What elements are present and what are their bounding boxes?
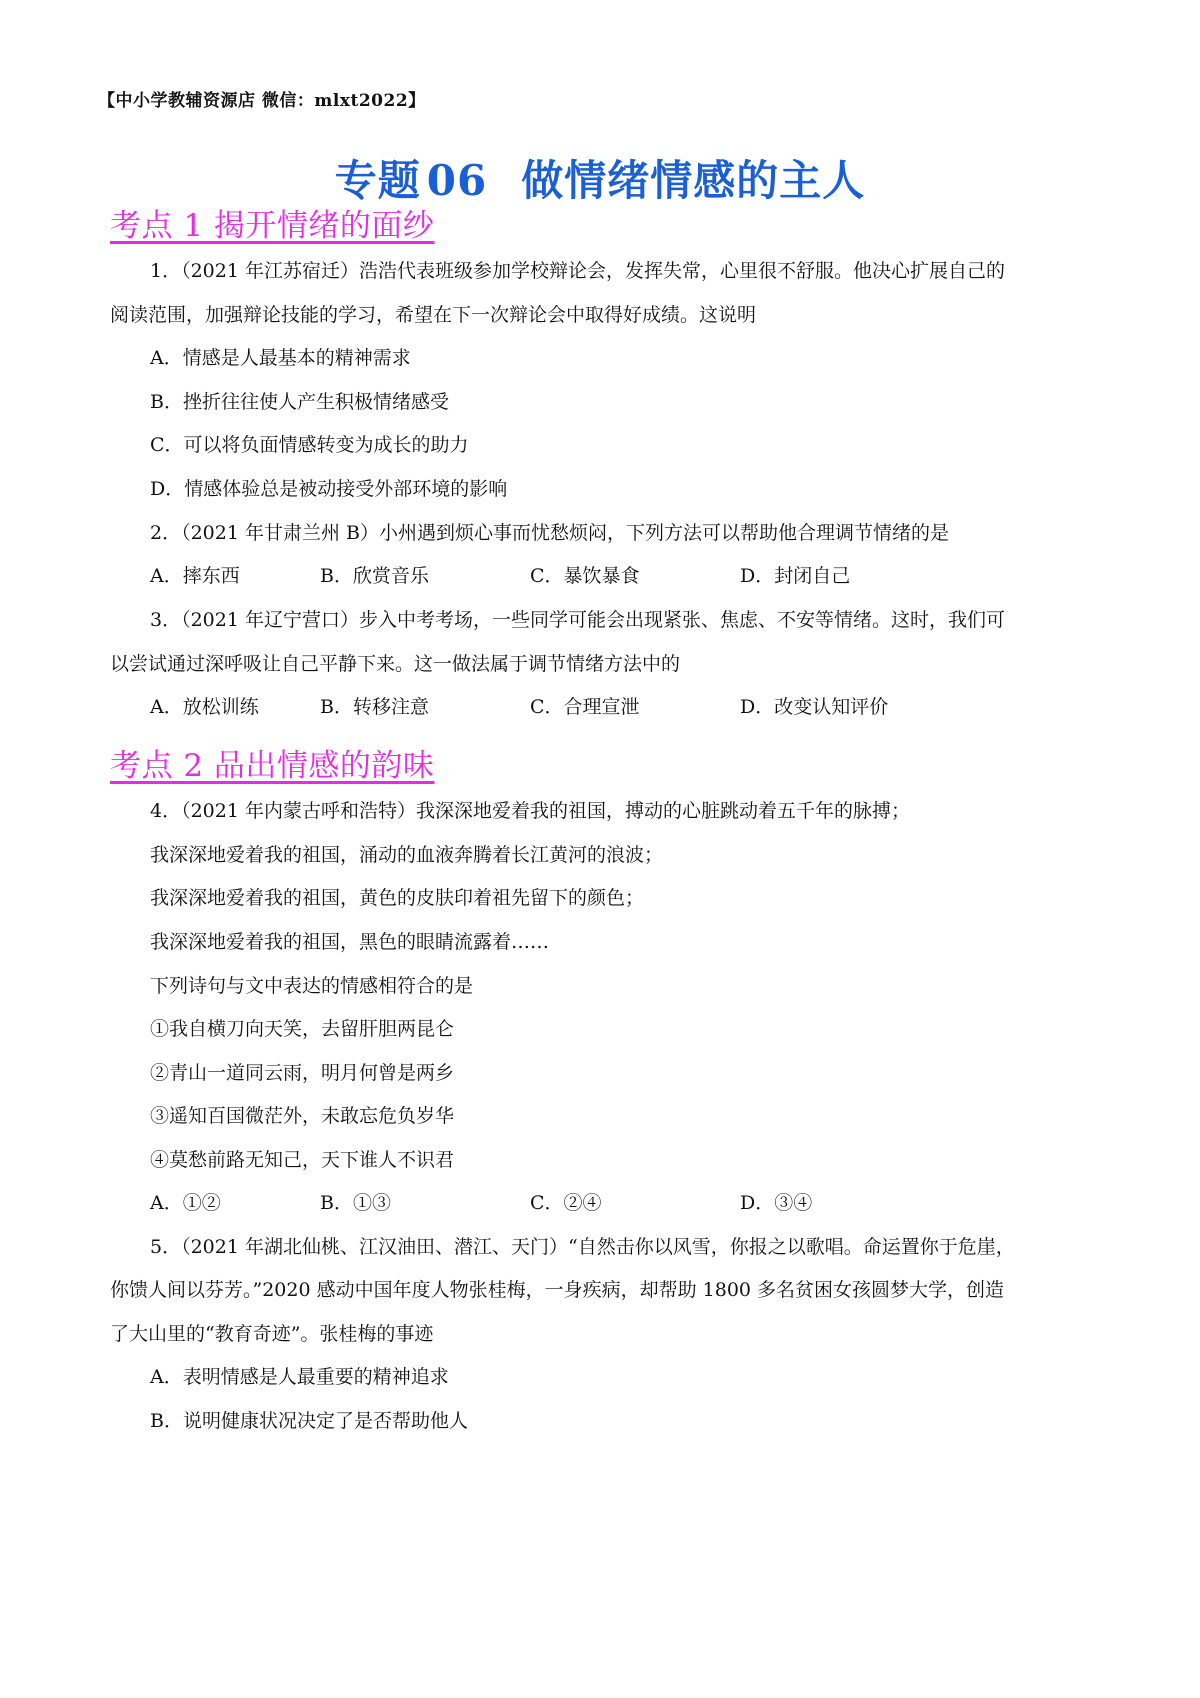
header-note: 【中小学教辅资源店 微信：mlxt2022】	[98, 91, 426, 111]
question-4-line-5: 下列诗句与文中表达的情感相符合的是	[150, 975, 474, 997]
question-4-option-a: A．①②	[150, 1192, 221, 1214]
question-4-item-3: ③遥知百国微茫外，未敢忘危负岁华	[150, 1105, 455, 1127]
question-3-line-1: 3．（2021 年辽宁营口）步入中考考场，一些同学可能会出现紧张、焦虑、不安等情绪。这时，我们可	[150, 609, 1005, 631]
title-number: 06	[426, 156, 488, 205]
question-3-option-d: D．改变认知评价	[740, 696, 889, 718]
question-1-option-c: C．可以将负面情感转变为成长的助力	[150, 434, 469, 456]
question-4-line-1: 4．（2021 年内蒙古呼和浩特）我深深地爱着我的祖国，搏动的心脏跳动着五千年的脉搏；	[150, 800, 910, 822]
question-4-item-2: ②青山一道同云雨，明月何曾是两乡	[150, 1062, 455, 1084]
question-1-line-1: 1．（2021 年江苏宿迁）浩浩代表班级参加学校辩论会，发挥失常，心里很不舒服。他决心扩展自己的	[150, 260, 1005, 282]
question-5-line-3: 了大山里的“教育奇迹”。张桂梅的事迹	[110, 1323, 434, 1345]
question-5-option-a: A．表明情感是人最重要的精神追求	[150, 1366, 449, 1388]
section-heading-1: 考点 1 揭开情绪的面纱	[110, 208, 435, 244]
question-3-option-b: B．转移注意	[320, 696, 429, 718]
question-2-option-a: A．摔东西	[150, 565, 240, 587]
title-text: 做情绪情感的主人	[521, 156, 866, 205]
title-prefix: 专题	[334, 156, 421, 205]
question-4-line-3: 我深深地爱着我的祖国，黄色的皮肤印着祖先留下的颜色；	[150, 887, 645, 909]
question-1-option-a: A．情感是人最基本的精神需求	[150, 347, 411, 369]
question-1-line-2: 阅读范围，加强辩论技能的学习，希望在下一次辩论会中取得好成绩。这说明	[110, 304, 757, 326]
question-3-option-a: A．放松训练	[150, 696, 259, 718]
question-4-option-c: C．②④	[530, 1192, 602, 1214]
question-4-item-4: ④莫愁前路无知己，天下谁人不识君	[150, 1149, 455, 1171]
question-2-line-1: 2．（2021 年甘肃兰州 B）小州遇到烦心事而忧愁烦闷，下列方法可以帮助他合理调节情绪的是	[150, 522, 949, 544]
question-5-line-1: 5．（2021 年湖北仙桃、江汉油田、潜江、天门）“自然击你以风雪，你报之以歌唱。命运置你于危崖，	[150, 1236, 1015, 1258]
question-5-option-b: B．说明健康状况决定了是否帮助他人	[150, 1410, 468, 1432]
question-2-option-b: B．欣赏音乐	[320, 565, 429, 587]
question-1-option-b: B．挫折往往使人产生积极情绪感受	[150, 391, 449, 413]
question-2-option-c: C．暴饮暴食	[530, 565, 640, 587]
question-1-option-d: D．情感体验总是被动接受外部环境的影响	[150, 478, 508, 500]
question-2-option-d: D．封闭自己	[740, 565, 851, 587]
question-4-option-b: B．①③	[320, 1192, 391, 1214]
question-4-line-4: 我深深地爱着我的祖国，黑色的眼睛流露着……	[150, 931, 550, 953]
page-title	[0, 148, 1200, 208]
question-4-line-2: 我深深地爱着我的祖国，涌动的血液奔腾着长江黄河的浪波；	[150, 844, 664, 866]
question-3-line-2: 以尝试通过深呼吸让自己平静下来。这一做法属于调节情绪方法中的	[110, 653, 681, 675]
section-heading-2: 考点 2 品出情感的韵味	[110, 748, 435, 784]
question-3-option-c: C．合理宣泄	[530, 696, 640, 718]
question-4-option-d: D．③④	[740, 1192, 813, 1214]
question-4-item-1: ①我自横刀向天笑，去留肝胆两昆仑	[150, 1018, 455, 1040]
question-5-line-2: 你馈人间以芬芳。”2020 感动中国年度人物张桂梅，一身疾病，却帮助 1800 多名贫困女孩圆梦大学，创造	[110, 1279, 1005, 1301]
